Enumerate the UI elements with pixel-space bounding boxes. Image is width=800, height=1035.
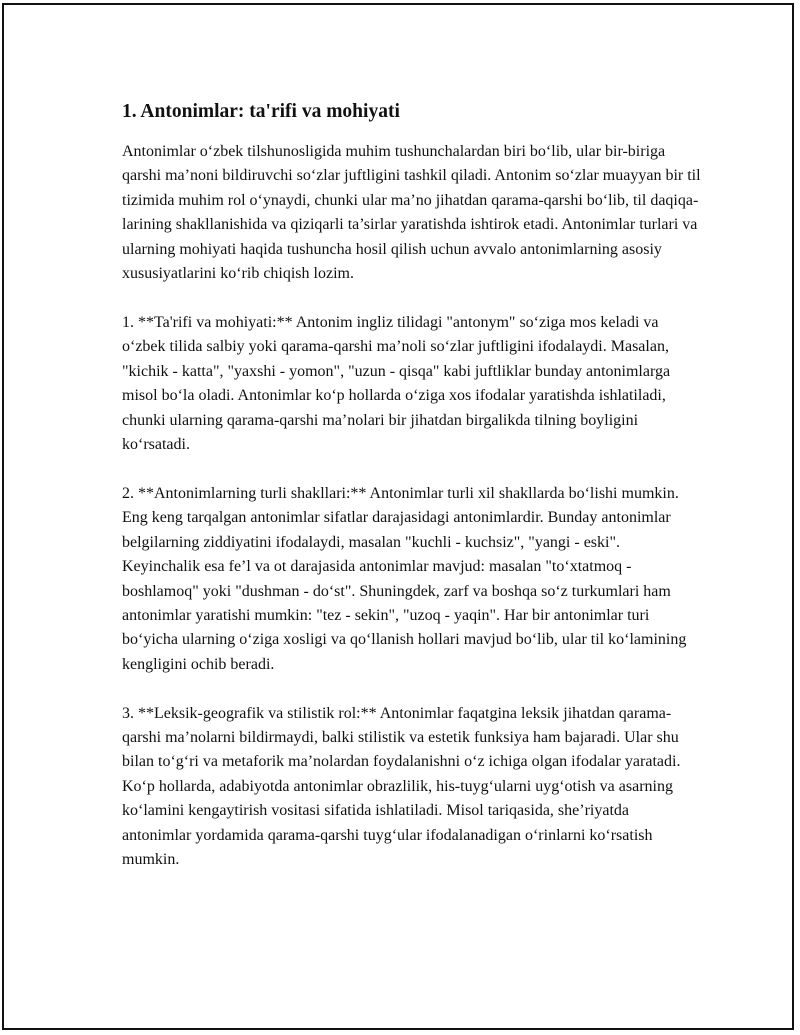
page-frame	[2, 3, 794, 1030]
intro-paragraph: Antonimlar o‘zbek tilshunosligida muhim tushunchalardan biri bo‘lib, ular bir-biriga qarshi ma’noni bildiruvchi so‘zlar juftligini tashkil qiladi. Antonim so‘zlar muayyan bir til tizimida muhim rol o‘ynaydi, chunki ular ma’no jihatdan qarama-qarshi bo‘lib, til daqiqa-larining shakllanishida va qiziqarli ta’sirlar yaratishda ishtirok etadi. Antonimlar turlari va ularning mohiyati haqida tushuncha hosil qilish uchun avvalo antonimlarning asosiy xususiyatlarini ko‘rib chiqish lozim.	[122, 143, 701, 283]
section-heading: 1. Antonimlar: ta'rifi va mohiyati	[122, 101, 400, 122]
stylistic-role-paragraph: 3. **Leksik-geografik va stilistik rol:** Antonimlar faqatgina leksik jihatdan qarama-qarshi ma’nolarni bildirmaydi, balki stilistik va estetik funksiya ham bajaradi. Ular shu bilan to‘g‘ri va metaforik ma’nolardan foydalanishni o‘z ichiga olgan ifodalar yaratadi. Ko‘p hollarda, adabiyotda antonimlar obrazlilik, his-tuyg‘ularni uyg‘otish va asarning ko‘lamini kengaytirish vositasi sifatida ishlatiladi. Misol tariqasida, she’riyatda antonimlar yordamida qarama-qarshi tuyg‘ular ifodalanadigan o‘rinlarni ko‘rsatish mumkin.	[122, 704, 681, 869]
forms-paragraph: 2. **Antonimlarning turli shakllari:** Antonimlar turli xil shakllarda bo‘lishi mumkin. Eng keng tarqalgan antonimlar sifatlar darajasidagi antonimlardir. Bunday antonimlar belgilarning ziddiyatini ifodalaydi, masalan "kuchli - kuchsiz", "yangi - eski". Keyinchalik esa fe’l va ot darajasida antonimlar mavjud: masalan "to‘xtatmoq - boshlamoq" yoki "dushman - do‘st". Shuningdek, zarf va boshqa so‘z turkumlari ham antonimlar yaratishi mumkin: "tez - sekin", "uzoq - yaqin". Har bir antonimlar turi bo‘yicha ularning o‘ziga xosligi va qo‘llanish hollari mavjud bo‘lib, ular til ko‘lamining kengligini ochib beradi.	[122, 484, 687, 673]
document-body	[122, 99, 702, 897]
definition-paragraph: 1. **Ta'rifi va mohiyati:** Antonim ingliz tilidagi "antonym" so‘ziga mos keladi va o‘zbek tilida salbiy yoki qarama-qarshi ma’noli so‘zlar juftligini ifodalaydi. Masalan, "kichik - katta", "yaxshi - yomon", "uzun - qisqa" kabi juftliklar bunday antonimlarga misol bo‘la oladi. Antonimlar ko‘p hollarda o‘ziga xos ifodalar yaratishda ishlatiladi, chunki ularning qarama-qarshi ma’nolari bir jihatdan birgalikda tilning boyligini ko‘rsatadi.	[122, 313, 671, 453]
